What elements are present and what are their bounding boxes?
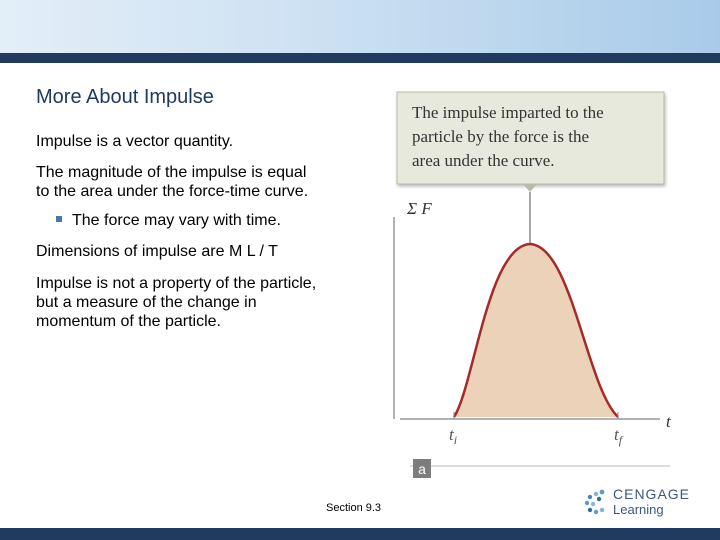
force-time-figure [380,86,700,486]
area-under-curve [454,244,618,417]
text-line-property-3: momentum of the particle. [36,313,221,330]
bullet-text: The force may vary with time. [72,212,281,229]
y-axis-label: Σ F [407,199,432,218]
callout-line-2: particle by the force is the [412,127,590,146]
callout-line-3: area under the curve. [412,151,555,170]
logo-subword: Learning [613,502,664,517]
callout-line-1: The impulse imparted to the [412,103,604,122]
tf-subscript: f [618,433,623,447]
logo-wordmark: CENGAGE [613,486,691,502]
text-line-vector: Impulse is a vector quantity. [36,133,234,150]
cengage-logo [584,486,694,518]
header-banner [0,0,720,53]
slide-title: More About Impulse [36,86,214,108]
section-footer: Section 9.3 [326,502,382,514]
text-line-property-1: Impulse is not a property of the particle, [36,275,317,292]
text-line-magnitude-1: The magnitude of the impulse is equal [36,164,307,181]
ti-letter: t [449,425,454,444]
cengage-dots-icon [584,488,608,516]
footer-bar [0,528,720,540]
ti-subscript: i [453,433,458,447]
text-line-magnitude-2: to the area under the force-time curve. [36,183,309,200]
bullet-square-icon [56,216,62,222]
ti-label [449,425,457,447]
panel-label: a [418,461,426,477]
callout-pointer [523,184,537,192]
tf-letter: t [614,425,619,444]
text-line-dimensions: Dimensions of impulse are M L / T [36,243,278,260]
x-axis-label: t [666,412,671,431]
text-line-property-2: but a measure of the change in [36,294,257,311]
header-bar [0,53,720,63]
bullet-item [56,211,281,230]
tf-label [614,425,624,447]
